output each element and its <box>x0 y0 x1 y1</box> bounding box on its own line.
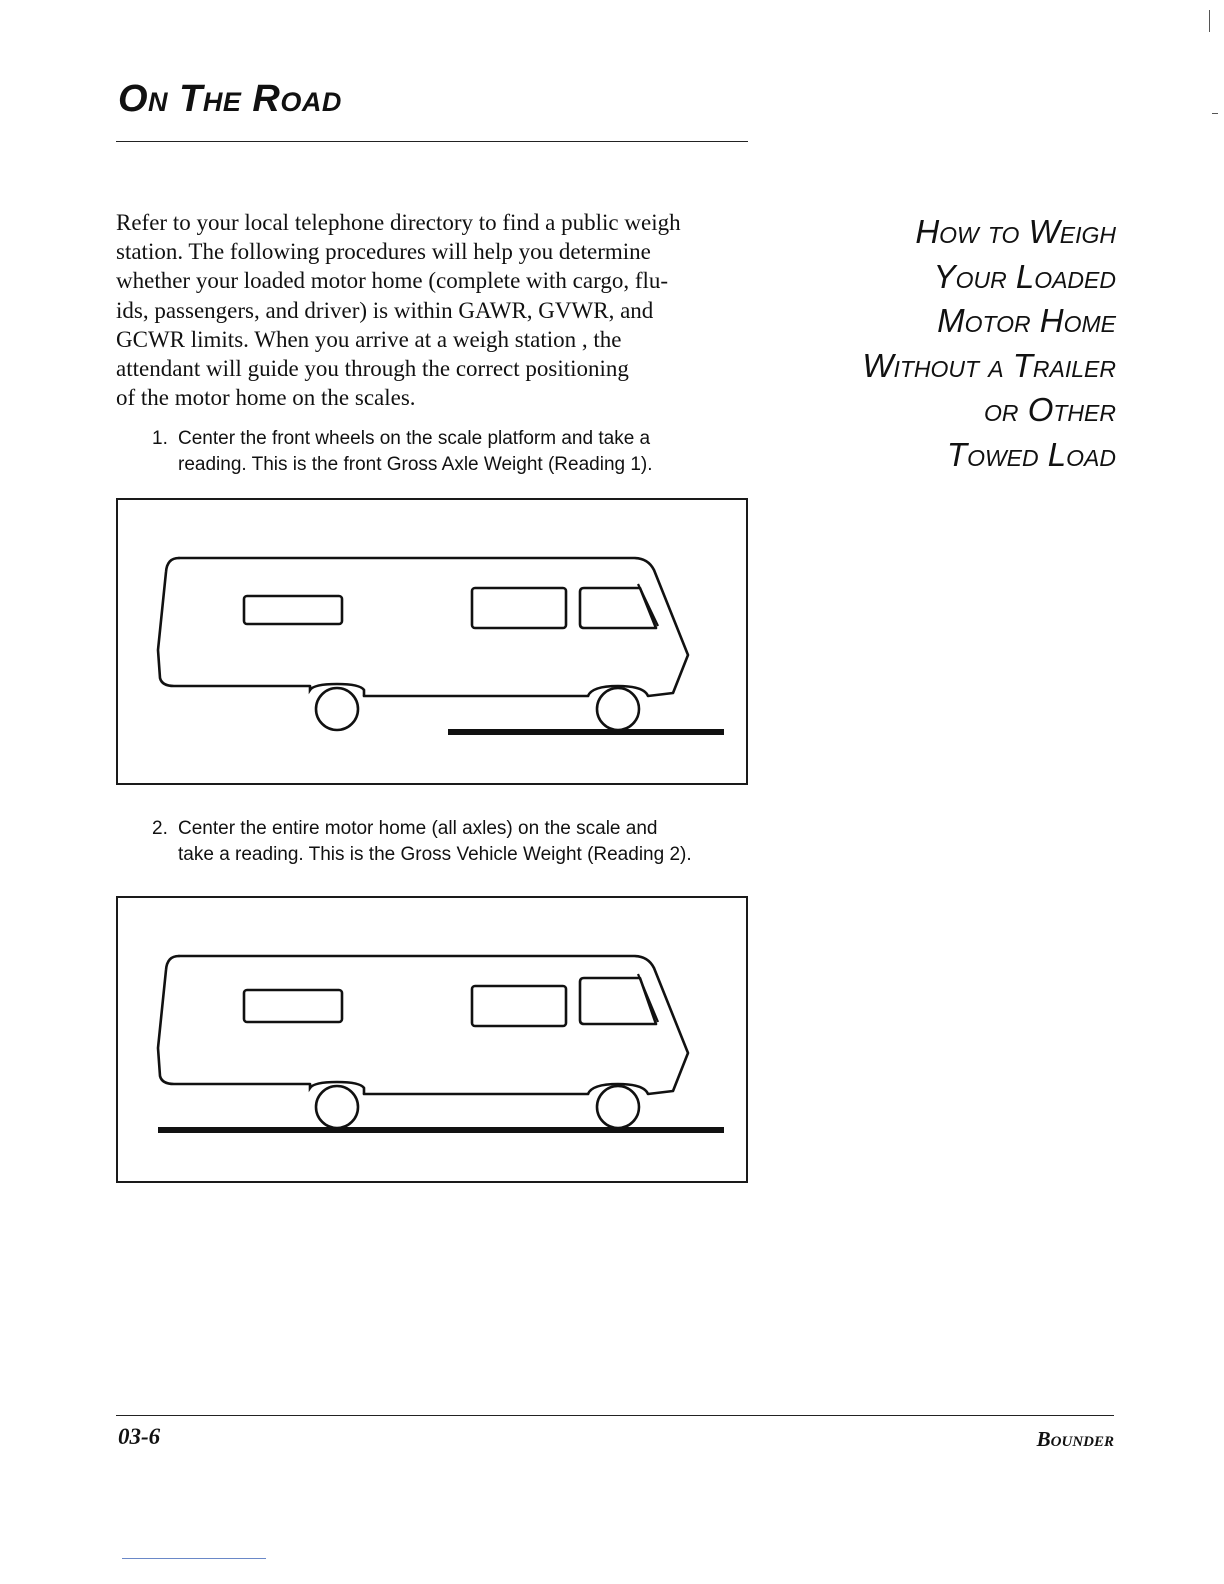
section-heading-line: Towed Load <box>946 435 1116 473</box>
scale-platform <box>158 1127 724 1133</box>
motor-home-body-outline <box>158 956 310 1084</box>
step-1-line-1 <box>152 426 653 452</box>
step-2-number: 2. <box>152 818 168 839</box>
cab-side-window <box>472 588 566 628</box>
intro-line: of the motor home on the scales. <box>116 385 416 411</box>
windshield <box>580 588 656 628</box>
section-heading-line: How to Weigh <box>915 213 1116 250</box>
windshield-pillar <box>638 584 658 626</box>
step-1-number: 1. <box>152 428 168 449</box>
motor-home-front-axle-illustration <box>118 500 750 787</box>
front-wheel <box>597 688 639 730</box>
cab-side-window <box>472 986 566 1026</box>
footer-rule <box>116 1415 1114 1416</box>
figure-front-axle-weighing <box>116 498 748 785</box>
intro-line: station. The following procedures will help you determine <box>116 239 651 265</box>
page-header-title: On The Road <box>118 78 342 120</box>
section-heading <box>862 210 1116 477</box>
windshield <box>580 978 656 1024</box>
header-rule <box>116 141 748 142</box>
section-heading-line: or Other <box>984 391 1116 428</box>
section-heading-line: Motor Home <box>937 302 1116 339</box>
section-heading-line: Your Loaded <box>933 257 1116 295</box>
side-window <box>244 596 342 624</box>
step-2-line-1 <box>152 816 692 842</box>
motor-home-full-vehicle-illustration <box>118 898 750 1185</box>
motor-home-body-outline <box>158 558 310 686</box>
rear-wheel <box>316 688 358 730</box>
step-2 <box>152 816 692 868</box>
side-window <box>244 990 342 1022</box>
step-1-line-2: reading. This is the front Gross Axle Weight (Reading 1). <box>178 454 653 475</box>
step-1-text: Center the front wheels on the scale platform and take a <box>178 428 651 449</box>
step-2-text: Center the entire motor home (all axles) on the scale and <box>178 818 658 839</box>
windshield-pillar <box>638 974 658 1022</box>
scale-platform <box>448 729 724 735</box>
page-number: 03-6 <box>118 1424 161 1449</box>
intro-line: attendant will guide you through the correct positioning <box>116 356 629 382</box>
section-heading-line: Without a Trailer <box>862 346 1116 384</box>
intro-line: GCWR limits. When you arrive at a weigh station , the <box>116 326 622 352</box>
figure-gross-vehicle-weighing <box>116 896 748 1183</box>
intro-line: ids, passengers, and driver) is within GAWR, GVWR, and <box>116 297 654 323</box>
rear-wheel <box>316 1086 358 1128</box>
footer-brand: Bounder <box>1036 1427 1114 1451</box>
intro-line: whether your loaded motor home (complete with cargo, flu- <box>116 268 669 294</box>
intro-paragraph <box>116 208 756 412</box>
bottom-edge-mark <box>122 1558 266 1559</box>
corner-crop-mark <box>1209 10 1216 32</box>
intro-line: Refer to your local telephone directory to find a public weigh <box>116 210 681 235</box>
front-wheel <box>597 1086 639 1128</box>
step-2-line-2: take a reading. This is the Gross Vehicle Weight (Reading 2). <box>178 844 692 865</box>
step-1 <box>152 426 653 478</box>
corner-dash-mark <box>1212 113 1218 114</box>
